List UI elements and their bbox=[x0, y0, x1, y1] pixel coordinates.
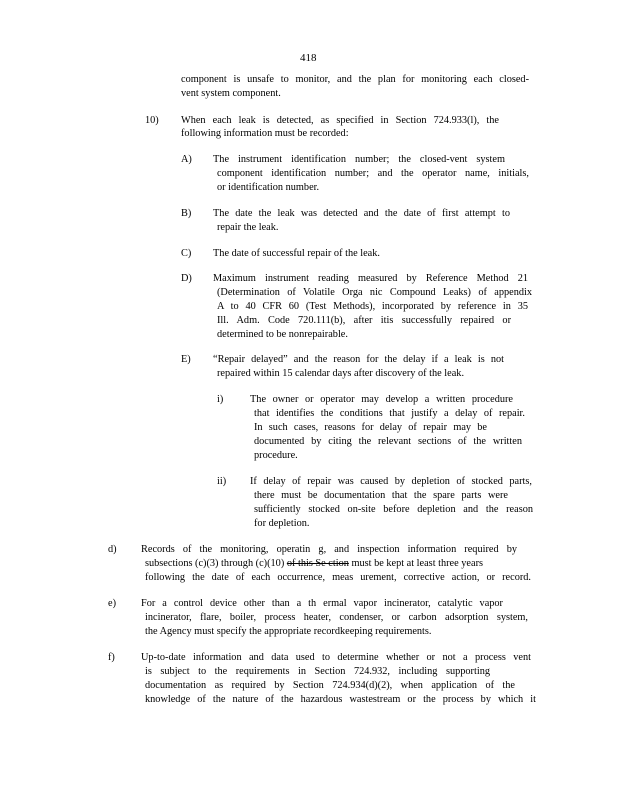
item-10A-line: component identification number; and the operator name, initials, bbox=[217, 168, 529, 179]
item-e-line: incinerator, flare, boiler, process heater, condenser, or carbon adsorption system, bbox=[145, 612, 528, 623]
item-f-line: Up-to-date information and data used to determine whether or not a process vent bbox=[141, 652, 531, 663]
item-d-line: Records of the monitoring, operatin g, and inspection information required by bbox=[141, 544, 517, 555]
item-10Eii-line: there must be documentation that the spare parts were bbox=[254, 490, 508, 501]
item-10D-line: A to 40 CFR 60 (Test Methods), incorporated by reference in 35 bbox=[217, 301, 528, 312]
item-10Ei-line: procedure. bbox=[254, 450, 298, 461]
item-10A-label: A) bbox=[181, 154, 192, 165]
item-10D-label: D) bbox=[181, 273, 192, 284]
item-f-line: documentation as required by Section 724.934(d)(2), when application of the bbox=[145, 680, 515, 691]
intro-line: vent system component. bbox=[181, 88, 281, 99]
intro-line: component is unsafe to monitor, and the plan for monitoring each closed- bbox=[181, 74, 529, 85]
item-d-label: d) bbox=[108, 544, 117, 555]
item-10B-label: B) bbox=[181, 208, 192, 219]
item-10E-label: E) bbox=[181, 354, 191, 365]
item-10A-line: or identification number. bbox=[217, 182, 320, 193]
item-10A-line: The instrument identification number; the closed-vent system bbox=[213, 154, 505, 165]
item-10-line: following information must be recorded: bbox=[181, 128, 349, 139]
item-10Eii-line: sufficiently stocked on-site before depletion and the reason bbox=[254, 504, 533, 515]
item-10Ei-line: documented by citing the relevant sections of the written bbox=[254, 436, 522, 447]
item-10E-line: repaired within 15 calendar days after discovery of the leak. bbox=[217, 368, 465, 379]
item-e-label: e) bbox=[108, 598, 116, 609]
item-d-line bbox=[145, 558, 483, 570]
item-10D-line: Maximum instrument reading measured by Reference Method 21 bbox=[213, 273, 528, 284]
item-f-label: f) bbox=[108, 652, 115, 663]
item-10D-line: (Determination of Volatile Orga nic Compound Leaks) of appendix bbox=[217, 287, 532, 298]
item-10Eii-line: If delay of repair was caused by depletion of stocked parts, bbox=[250, 476, 532, 487]
item-10Ei-label: i) bbox=[217, 394, 224, 405]
item-10Ei-line: The owner or operator may develop a written procedure bbox=[250, 394, 513, 405]
page-number: 418 bbox=[300, 52, 317, 64]
item-d-text: subsections (c)(3) through (c)(10) bbox=[145, 558, 287, 569]
item-10-number: 10) bbox=[145, 115, 159, 126]
item-f-line: knowledge of the nature of the hazardous wastestream or the process by which it bbox=[145, 694, 536, 705]
item-10Eii-label: ii) bbox=[217, 476, 227, 487]
item-10D-line: Ill. Adm. Code 720.111(b), after itis successfully repaired or bbox=[217, 315, 511, 326]
item-d-text: must be kept at least three years bbox=[348, 558, 484, 569]
item-e-line: the Agency must specify the appropriate recordkeeping requirements. bbox=[145, 626, 432, 637]
item-10D-line: determined to be nonrepairable. bbox=[217, 329, 348, 340]
item-10Ei-line: that identifies the conditions that justify a delay of repair. bbox=[254, 408, 525, 419]
item-10B-line: The date the leak was detected and the date of first attempt to bbox=[213, 208, 510, 219]
item-10E-line: “Repair delayed” and the reason for the delay if a leak is not bbox=[213, 354, 504, 365]
item-10Eii-line: for depletion. bbox=[254, 518, 310, 529]
item-10C-line: The date of successful repair of the leak. bbox=[213, 248, 380, 259]
item-f-line: is subject to the requirements in Section 724.932, including supporting bbox=[145, 666, 490, 677]
item-d-line: following the date of each occurrence, meas urement, corrective action, or record. bbox=[145, 572, 531, 583]
item-10Ei-line: In such cases, reasons for delay of repair may be bbox=[254, 422, 487, 433]
item-e-line: For a control device other than a th ermal vapor incinerator, catalytic vapor bbox=[141, 598, 503, 609]
item-10-line: When each leak is detected, as specified in Section 724.933(l), the bbox=[181, 115, 499, 126]
item-10C-label: C) bbox=[181, 248, 192, 259]
item-10B-line: repair the leak. bbox=[217, 222, 279, 233]
item-d-struck-text: of this Se ction bbox=[286, 558, 349, 569]
